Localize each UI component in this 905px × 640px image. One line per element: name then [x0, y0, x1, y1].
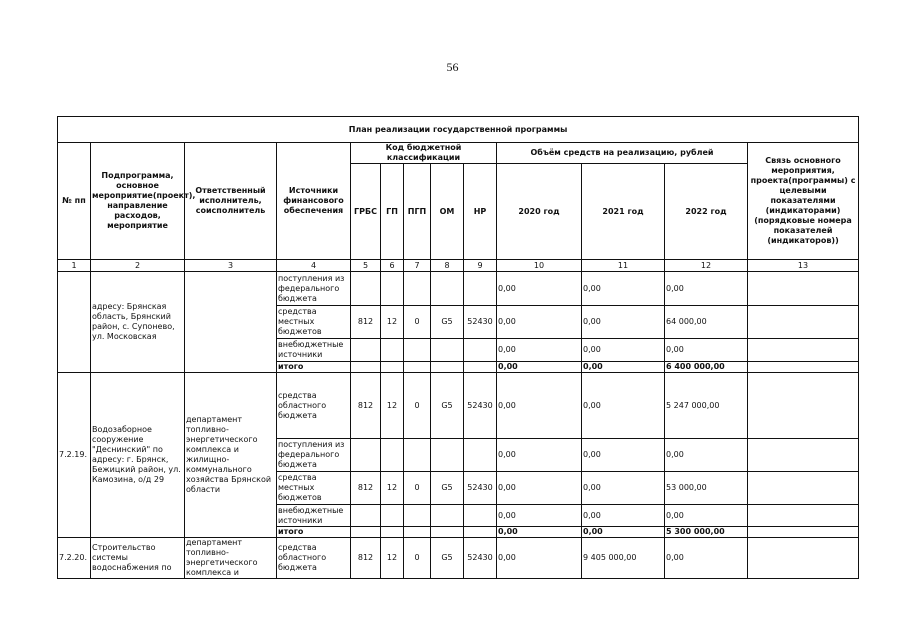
source-cell: средства областного бюджета	[277, 373, 351, 439]
om-cell: G5	[431, 472, 464, 505]
header-link: Связь основного мероприятия, проекта(программы) с целевыми показателями (индикаторами) (порядковые номера показателей (индикаторов))	[748, 143, 859, 260]
header-pgp: ПГП	[404, 164, 431, 260]
pgp-cell: 0	[404, 472, 431, 505]
plan-title: План реализации государственной программы	[58, 117, 859, 143]
col-number: 8	[431, 260, 464, 272]
source-cell: внебюджетные источники	[277, 505, 351, 527]
col-number: 1	[58, 260, 91, 272]
column-numbers-row	[58, 260, 859, 272]
amount-2020: 0,00	[497, 505, 582, 527]
grbs-cell	[351, 272, 381, 306]
nr-cell	[464, 505, 497, 527]
col-number: 11	[582, 260, 665, 272]
gp-cell: 12	[381, 472, 404, 505]
om-cell	[431, 505, 464, 527]
om-cell	[431, 362, 464, 373]
source-cell: внебюджетные источники	[277, 339, 351, 362]
table-row	[58, 272, 859, 306]
nr-cell	[464, 527, 497, 538]
amount-2021: 0,00	[582, 505, 665, 527]
amount-2021: 9 405 000,00	[582, 538, 665, 579]
pgp-cell: 0	[404, 306, 431, 339]
amount-2022: 0,00	[665, 538, 748, 579]
amount-2021: 0,00	[582, 306, 665, 339]
table-row	[58, 538, 859, 579]
nr-cell: 52430	[464, 373, 497, 439]
col-number: 12	[665, 260, 748, 272]
grbs-cell	[351, 439, 381, 472]
om-cell: G5	[431, 306, 464, 339]
measure-name: Водозаборное сооружение "Деснинский" по адресу: г. Брянск, Бежицкий район, ул. Камозина, о/д 29	[91, 373, 185, 538]
table-row	[58, 373, 859, 439]
pgp-cell	[404, 527, 431, 538]
amount-2020: 0,00	[497, 538, 582, 579]
col-number: 9	[464, 260, 497, 272]
amount-2022: 53 000,00	[665, 472, 748, 505]
source-cell: поступления из федерального бюджета	[277, 272, 351, 306]
grbs-cell: 812	[351, 306, 381, 339]
gp-cell	[381, 339, 404, 362]
header-subprogram: Подпрограмма, основное мероприятие(проект), направление расходов, мероприятие	[91, 143, 185, 260]
col-number: 5	[351, 260, 381, 272]
amount-2020: 0,00	[497, 373, 582, 439]
amount-2022: 5 247 000,00	[665, 373, 748, 439]
header-budget-code: Код бюджетной классификации	[351, 143, 497, 164]
amount-2021: 0,00	[582, 472, 665, 505]
om-cell	[431, 439, 464, 472]
grbs-cell: 812	[351, 472, 381, 505]
row-number: 7.2.20.	[58, 538, 91, 579]
header-2021: 2021 год	[582, 164, 665, 260]
gp-cell	[381, 527, 404, 538]
gp-cell: 12	[381, 538, 404, 579]
amount-2022: 0,00	[665, 339, 748, 362]
header-2022: 2022 год	[665, 164, 748, 260]
amount-2021: 0,00	[582, 439, 665, 472]
grbs-cell	[351, 339, 381, 362]
amount-2020: 0,00	[497, 527, 582, 538]
col-number: 13	[748, 260, 859, 272]
amount-2022: 0,00	[665, 439, 748, 472]
amount-2020: 0,00	[497, 306, 582, 339]
pgp-cell	[404, 339, 431, 362]
nr-cell: 52430	[464, 472, 497, 505]
header-num: № пп	[58, 143, 91, 260]
row-number: 7.2.19.	[58, 373, 91, 538]
program-plan-table	[57, 116, 859, 579]
amount-2020: 0,00	[497, 272, 582, 306]
pgp-cell	[404, 505, 431, 527]
amount-2021: 0,00	[582, 527, 665, 538]
source-cell: итого	[277, 362, 351, 373]
amount-2021: 0,00	[582, 373, 665, 439]
grbs-cell	[351, 505, 381, 527]
measure-name: Строительство системы водоснабжения по	[91, 538, 185, 579]
col-number: 4	[277, 260, 351, 272]
grbs-cell: 812	[351, 373, 381, 439]
pgp-cell	[404, 272, 431, 306]
amount-2020: 0,00	[497, 472, 582, 505]
om-cell	[431, 272, 464, 306]
grbs-cell: 812	[351, 538, 381, 579]
gp-cell	[381, 439, 404, 472]
source-cell: средства местных бюджетов	[277, 472, 351, 505]
source-cell: средства областного бюджета	[277, 538, 351, 579]
col-number: 6	[381, 260, 404, 272]
pgp-cell	[404, 439, 431, 472]
nr-cell: 52430	[464, 306, 497, 339]
page-number: 56	[446, 60, 459, 74]
col-number: 10	[497, 260, 582, 272]
amount-2022: 5 300 000,00	[665, 527, 748, 538]
om-cell: G5	[431, 373, 464, 439]
gp-cell	[381, 272, 404, 306]
col-number: 7	[404, 260, 431, 272]
amount-2021: 0,00	[582, 272, 665, 306]
amount-2021: 0,00	[582, 339, 665, 362]
grbs-cell	[351, 527, 381, 538]
amount-2022: 6 400 000,00	[665, 362, 748, 373]
nr-cell	[464, 439, 497, 472]
gp-cell	[381, 505, 404, 527]
nr-cell: 52430	[464, 538, 497, 579]
amount-2020: 0,00	[497, 439, 582, 472]
amount-2022: 0,00	[665, 505, 748, 527]
header-2020: 2020 год	[497, 164, 582, 260]
header-gp: ГП	[381, 164, 404, 260]
executor-cell: департамент топливно-энергетического комплекса и жилищно-коммунального хозяйства Брянской области	[185, 373, 277, 538]
pgp-cell: 0	[404, 538, 431, 579]
measure-name: адресу: Брянская область, Брянский район, с. Супонево, ул. Московская	[91, 272, 185, 373]
om-cell	[431, 527, 464, 538]
pgp-cell: 0	[404, 373, 431, 439]
nr-cell	[464, 362, 497, 373]
header-grbs: ГРБС	[351, 164, 381, 260]
amount-2021: 0,00	[582, 362, 665, 373]
grbs-cell	[351, 362, 381, 373]
header-sources: Источники финансового обеспечения	[277, 143, 351, 260]
source-cell: средства местных бюджетов	[277, 306, 351, 339]
col-number: 2	[91, 260, 185, 272]
gp-cell	[381, 362, 404, 373]
header-om: ОМ	[431, 164, 464, 260]
source-cell: поступления из федерального бюджета	[277, 439, 351, 472]
nr-cell	[464, 272, 497, 306]
executor-cell: департамент топливно-энергетического комплекса и	[185, 538, 277, 579]
amount-2022: 64 000,00	[665, 306, 748, 339]
nr-cell	[464, 339, 497, 362]
gp-cell: 12	[381, 373, 404, 439]
amount-2022: 0,00	[665, 272, 748, 306]
col-number: 3	[185, 260, 277, 272]
om-cell: G5	[431, 538, 464, 579]
pgp-cell	[404, 362, 431, 373]
source-cell: итого	[277, 527, 351, 538]
amount-2020: 0,00	[497, 362, 582, 373]
amount-2020: 0,00	[497, 339, 582, 362]
gp-cell: 12	[381, 306, 404, 339]
header-volume: Объём средств на реализацию, рублей	[497, 143, 748, 164]
header-executor: Ответственный исполнитель, соисполнитель	[185, 143, 277, 260]
header-nr: НР	[464, 164, 497, 260]
om-cell	[431, 339, 464, 362]
